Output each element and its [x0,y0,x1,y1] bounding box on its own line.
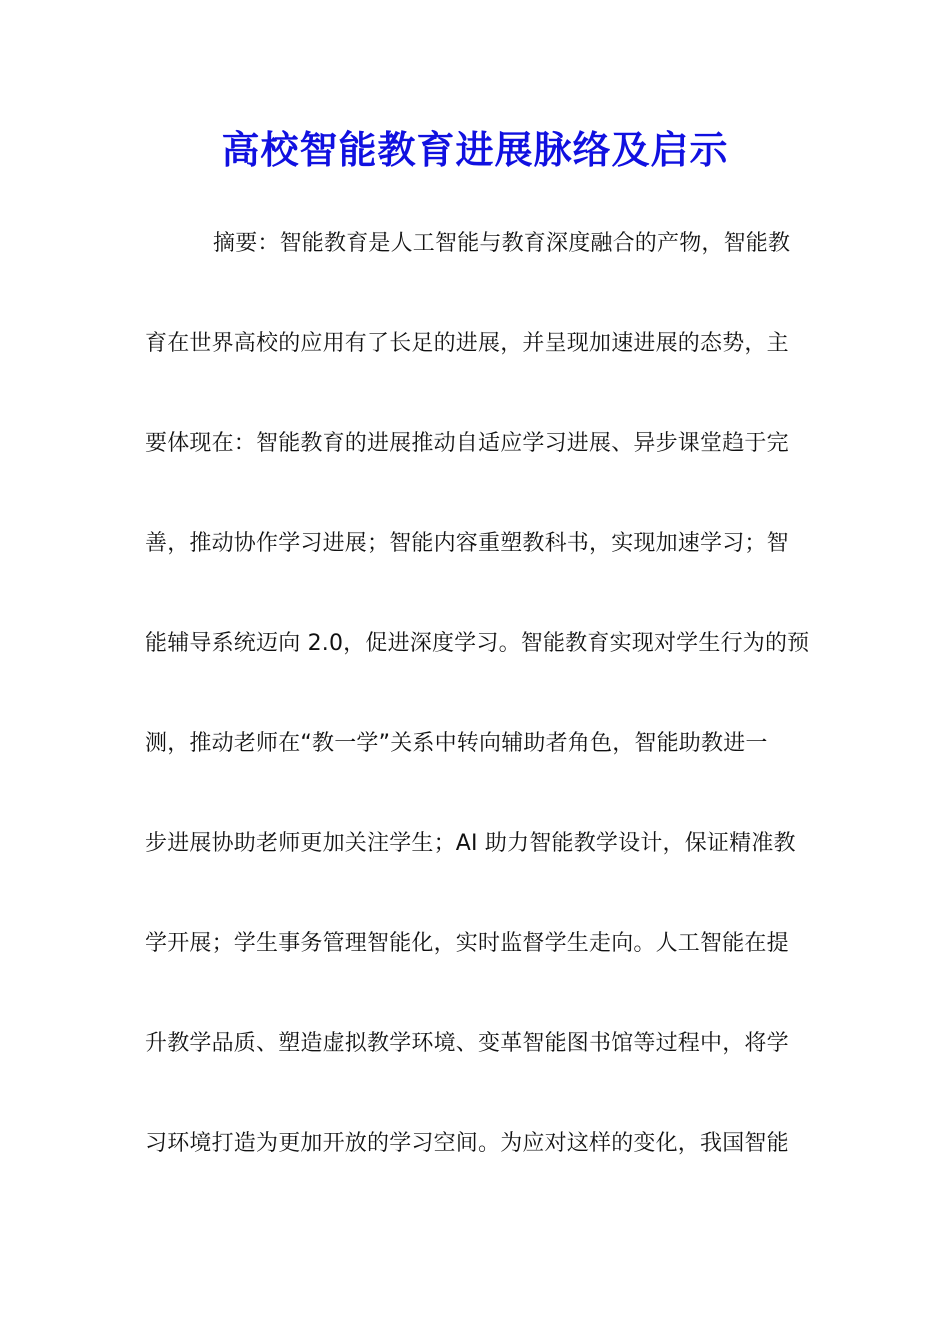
abstract-paragraph [145,222,810,1222]
paragraph-line: 要体现在：智能教育的进展推动自适应学习进展、异步课堂趋于完 [145,431,789,456]
paragraph-line: 习环境打造为更加开放的学习空间。为应对这样的变化，我国智能 [145,1131,789,1156]
paragraph-line: 能辅导系统迈向 2.0，促进深度学习。智能教育实现对学生行为的预 [145,631,810,656]
paragraph-line: 摘要：智能教育是人工智能与教育深度融合的产物，智能教 [213,231,791,256]
paragraph-line: 学开展；学生事务管理智能化，实时监督学生走向。人工智能在提 [145,931,789,956]
paragraph-line: 善，推动协作学习进展；智能内容重塑教科书，实现加速学习；智 [145,531,789,556]
paragraph-line: 测，推动老师在“教一学”关系中转向辅助者角色，智能助教进一 [145,731,768,756]
document-title: 高校智能教育进展脉络及启示 [221,127,729,172]
paragraph-line: 升教学品质、塑造虚拟教学环境、变革智能图书馆等过程中，将学 [145,1031,789,1056]
paragraph-line: 步进展协助老师更加关注学生；AI 助力智能教学设计，保证精准教 [145,831,796,856]
paragraph-line: 育在世界高校的应用有了长足的进展，并呈现加速进展的态势，主 [145,331,789,356]
